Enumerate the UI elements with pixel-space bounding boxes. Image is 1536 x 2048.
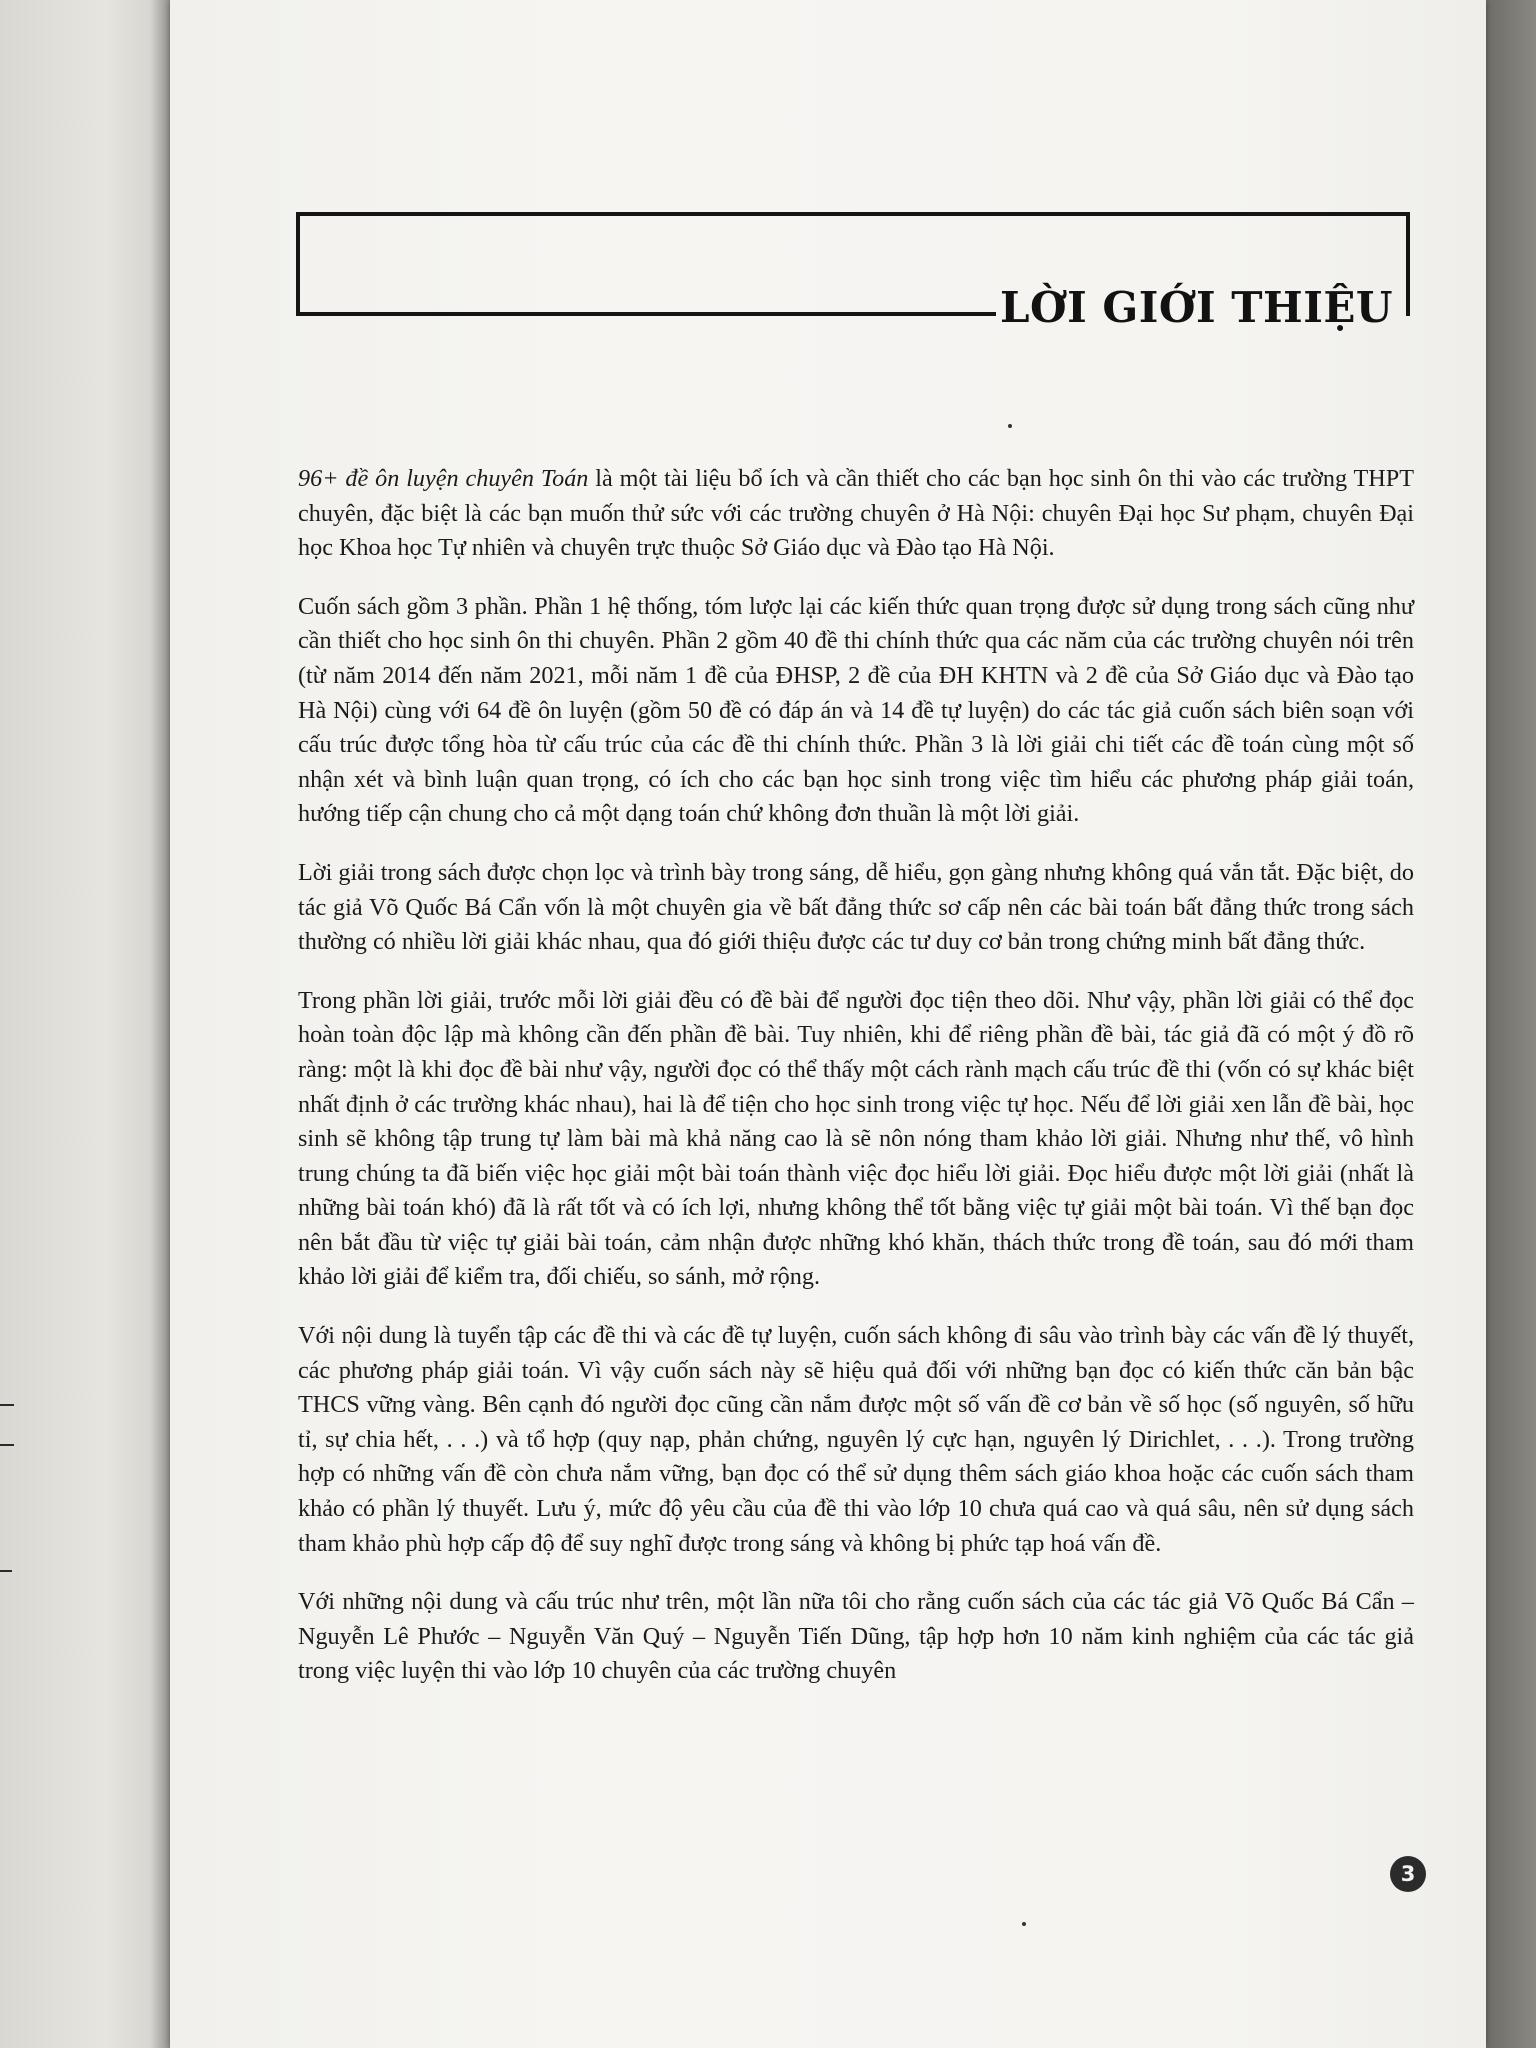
paragraph-2: Cuốn sách gồm 3 phần. Phần 1 hệ thống, tóm lược lại các kiến thức quan trọng được sử dụng trong sách cũng như cần thiết cho học sinh ôn thi chuyên. Phần 2 gồm 40 đề thi chính thức qua các năm của các trường chuyên nói trên (từ năm 2014 đến năm 2021, mỗi năm 1 đề của ĐHSP, 2 đề của ĐH KHTN và 2 đề của Sở Giáo dục và Đào tạo Hà Nội) cùng với 64 đề ôn luyện (gồm 50 đề có đáp án và 14 đề tự luyện) do các tác giả cuốn sách biên soạn với cấu trúc được tổng hòa từ cấu trúc của các đề thi chính thức. Phần 3 là lời giải chi tiết các đề toán cùng một số nhận xét và bình luận quan trọng, có ích cho các bạn học sinh trong việc tìm hiểu các phương pháp giải toán, hướng tiếp cận chung cho cả một dạng toán chứ không đơn thuần là một lời giải. xyxy=(298,592,1414,828)
paper-speck xyxy=(1022,1922,1026,1926)
page-body xyxy=(298,462,1414,1713)
page-title: LỜI GIỚI THIỆU xyxy=(1000,283,1393,332)
paragraph-1-text: là một tài liệu bổ ích và cần thiết cho các bạn học sinh ôn thi vào các trường THPT chuyên, đặc biệt là các bạn muốn thử sức với các trường chuyên ở Hà Nội: chuyên Đại học Sư phạm, chuyên Đại học Khoa học Tự nhiên và chuyên trực thuộc Sở Giáo dục và Đào tạo Hà Nội. xyxy=(298,465,1414,562)
paragraph-5: Với nội dung là tuyển tập các đề thi và các đề tự luyện, cuốn sách không đi sâu vào trình bày các vấn đề lý thuyết, các phương pháp giải toán. Vì vậy cuốn sách này sẽ hiệu quả đối với những bạn đọc có kiến thức căn bản bậc THCS vững vàng. Bên cạnh đó người đọc cũng cần nắm được một số vấn đề cơ bản về số học (số nguyên, số hữu tỉ, sự chia hết, . . .) và tổ hợp (quy nạp, phản chứng, nguyên lý cực hạn, nguyên lý Dirichlet, . . .). Trong trường hợp có những vấn đề còn chưa nắm vững, bạn đọc có thể sử dụng thêm sách giáo khoa hoặc các cuốn sách tham khảo có phần lý thuyết. Lưu ý, mức độ yêu cầu của đề thi vào lớp 10 chưa quá cao và quá sâu, nên sử dụng sách tham khảo phù hợp cấp độ để suy nghĩ được trong sáng và không bị phức tạp hoá vấn đề. xyxy=(298,1322,1414,1557)
heading-underline xyxy=(296,312,996,316)
previous-page-mark xyxy=(0,1444,14,1446)
paragraph-4: Trong phần lời giải, trước mỗi lời giải đều có đề bài để người đọc tiện theo dõi. Như vậy, phần lời giải có thể đọc hoàn toàn độc lập mà không cần đến phần đề bài. Tuy nhiên, khi để riêng phần đề bài, tác giả đã có một ý đồ rõ ràng: một là khi đọc đề bài như vậy, người đọc có thể thấy một cách rành mạch cấu trúc đề thi (vốn có sự khác biệt nhất định ở các trường khác nhau), hai là để tiện cho học sinh trong việc tự học. Nếu để lời giải xen lẫn đề bài, học sinh sẽ không tập trung tự làm bài mà khả năng cao là sẽ nôn nóng tham khảo lời giải. Nhưng như thế, vô hình trung chúng ta đã biến việc học giải một bài toán thành việc đọc hiểu lời giải. Đọc hiểu được một lời giải (nhất là những bài toán khó) đã là rất tốt và có ích lợi, nhưng không thể tốt bằng việc tự giải một bài toán. Vì thế bạn đọc nên bắt đầu từ việc tự giải bài toán, cảm nhận được những khó khăn, thách thức trong đề toán, sau đó mới tham khảo lời giải để kiểm tra, đối chiếu, so sánh, mở rộng. xyxy=(298,986,1414,1291)
previous-page-mark xyxy=(0,1404,14,1406)
book-title-italic: 96+ đề ôn luyện chuyên Toán xyxy=(298,465,589,492)
table-surface xyxy=(1486,0,1536,2048)
page-number-badge: 3 xyxy=(1390,1856,1426,1892)
paragraph-1 xyxy=(298,462,1414,566)
previous-page-mark xyxy=(0,1570,12,1572)
previous-page-edge xyxy=(0,0,175,2048)
paragraph-6: Với những nội dung và cấu trúc như trên, một lần nữa tôi cho rằng cuốn sách của các tác giả Võ Quốc Bá Cẩn – Nguyễn Lê Phước – Nguyễn Văn Quý – Nguyễn Tiến Dũng, tập hợp hơn 10 năm kinh nghiệm của các tác giả trong việc luyện thi vào lớp 10 chuyên của các trường chuyên xyxy=(298,1588,1414,1685)
paragraph-3: Lời giải trong sách được chọn lọc và trình bày trong sáng, dễ hiểu, gọn gàng nhưng không quá vắn tắt. Đặc biệt, do tác giả Võ Quốc Bá Cẩn vốn là một chuyên gia về bất đẳng thức sơ cấp nên các bài toán bất đẳng thức trong sách thường có nhiều lời giải khác nhau, qua đó giới thiệu được các tư duy cơ bản trong chứng minh bất đẳng thức. xyxy=(298,858,1414,956)
paper-speck xyxy=(1008,424,1012,428)
